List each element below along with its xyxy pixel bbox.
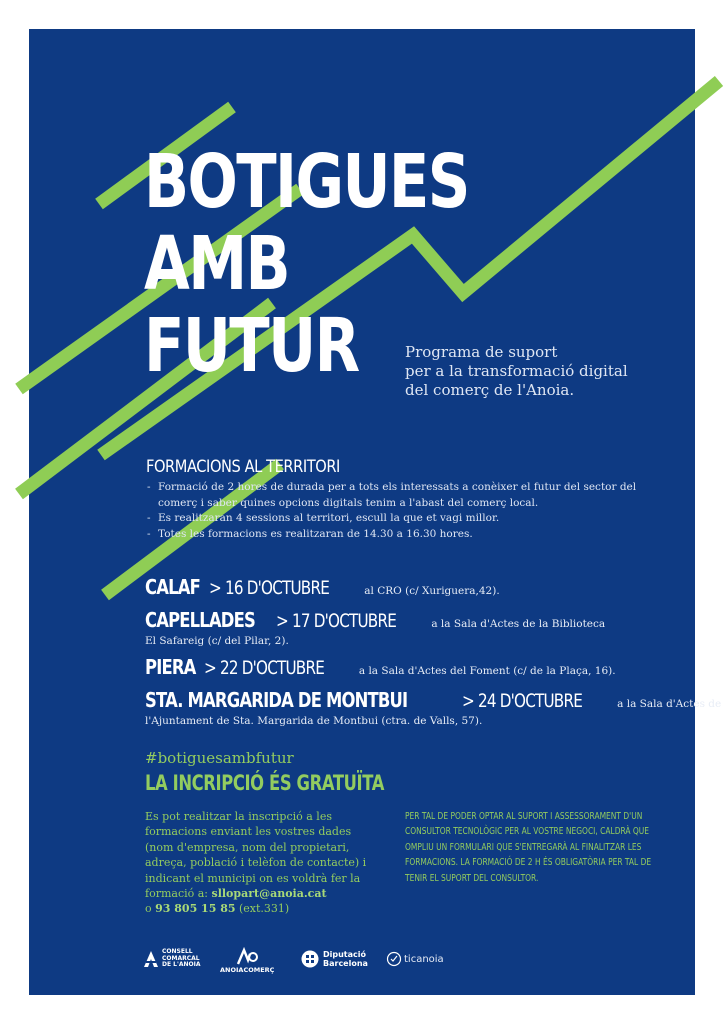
subtitle-line: per a la transformació digital <box>405 362 628 380</box>
phone-extension: (ext.331) <box>235 902 290 916</box>
session-place-continued: El Safareig (c/ del Pilar, 2). <box>145 635 289 647</box>
consultant-note-line: CONSULTOR TECNOLÒGIC PER AL VOSTRE NEGOCI, CALDRÀ QUE <box>405 826 650 838</box>
logo-text: Barcelona <box>323 959 368 968</box>
signup-instructions <box>145 809 385 917</box>
signup-line: formacions enviant les vostres dades <box>145 825 352 839</box>
consultant-note-line: OMPLIU UN FORMULARI QUE S'ENTREGARÀ AL FINALITZAR LES <box>405 841 642 853</box>
session-town: CAPELLADES <box>145 608 255 632</box>
bullet-item: - Totes les formacions es realitzaran de 14.30 a 16.30 hores. <box>146 527 646 543</box>
session-montbui <box>145 688 722 728</box>
session-town: STA. MARGARIDA DE MONTBUI <box>145 688 408 712</box>
phone-number[interactable]: 93 805 15 85 <box>155 902 236 916</box>
session-capellades <box>145 610 665 648</box>
session-place: al CRO (c/ Xuriguera,42). <box>364 585 500 597</box>
anoiacomerc-logo <box>220 944 274 974</box>
subtitle <box>405 343 628 400</box>
logo-text: ticanoia <box>404 953 444 965</box>
signup-line: Es pot realitzar la inscripció a les <box>145 810 332 823</box>
diputacio-barcelona-logo <box>301 944 368 974</box>
ticanoia-logo <box>386 944 444 974</box>
session-date: > 16 D'OCTUBRE <box>209 577 330 599</box>
session-place: a la Sala d'Actes de la Biblioteca <box>431 618 606 630</box>
logo-text: Diputació <box>323 950 367 959</box>
consell-comarcal-logo <box>143 944 200 974</box>
session-date: > 22 D'OCTUBRE <box>203 657 324 679</box>
bullet-item: - Formació de 2 hores de durada per a tots els interessats a conèixer el futur del sector del comerç i saber quines opcions digitals tenim a l'abast del comerç local. <box>146 480 646 511</box>
bullet-item: - Es realitzaran 4 sessions al territori, escull la que et vagi millor. <box>146 511 646 527</box>
consultant-note-line: PER TAL DE PODER OPTAR AL SUPORT I ASSESSORAMENT D'UN <box>405 811 643 822</box>
title-line: BOTIGUES <box>144 139 469 225</box>
logo-text: CONSELL <box>162 948 193 956</box>
diputacio-shield-icon <box>301 950 319 968</box>
signup-phone-line <box>145 901 385 916</box>
signup-email-line <box>145 886 385 901</box>
session-date: > 24 D'OCTUBRE <box>462 690 583 712</box>
free-registration-heading: LA INCRIPCIÓ ÉS GRATUÏTA <box>145 771 385 795</box>
signup-line: adreça, població i telèfon de contacte) i <box>145 856 367 870</box>
anoiacomerc-mark-icon <box>236 948 258 966</box>
session-town: CALAF <box>145 575 200 599</box>
hashtag: #botiguesambfutur <box>145 749 294 767</box>
signup-line: (nom d'empresa, nom del propietari, <box>145 840 350 854</box>
poster <box>29 29 722 995</box>
email-link[interactable]: sllopart@anoia.cat <box>211 887 327 901</box>
subtitle-line: del comerç de l'Anoia. <box>405 381 575 399</box>
session-town: PIERA <box>145 655 196 679</box>
consultant-note-line: FORMACIONS. LA FORMACIÓ DE 2 H ÉS OBLIGATÒRIA PER TAL DE <box>405 857 652 869</box>
email-prefix: formació a: <box>145 887 212 901</box>
consultant-note-line: TENIR EL SUPORT DEL CONSULTOR. <box>405 872 539 884</box>
phone-prefix: o <box>145 902 156 916</box>
consultant-note <box>405 809 685 886</box>
session-calaf <box>145 577 665 601</box>
logo-bar <box>143 944 683 976</box>
session-piera <box>145 657 665 681</box>
session-date: > 17 D'OCTUBRE <box>276 610 397 632</box>
subtitle-line: Programa de suport <box>405 343 558 361</box>
section-heading: FORMACIONS AL TERRITORI <box>146 457 340 477</box>
sessions-list <box>145 575 722 737</box>
signup-line: indicant el municipi on es voldrà fer la <box>145 871 361 885</box>
title-line: AMB <box>144 221 290 307</box>
session-place: a la Sala d'Actes de <box>617 698 722 710</box>
session-place: a la Sala d'Actes del Foment (c/ de la Plaça, 16). <box>358 665 616 677</box>
consell-mark-icon <box>143 950 159 968</box>
logo-text: DE L'ANOIA <box>162 961 201 969</box>
logo-text: ANOIACOMERÇ <box>220 966 275 974</box>
logo-text: COMARCAL <box>162 954 200 962</box>
title-line: FUTUR <box>144 303 359 389</box>
session-place-continued: l'Ajuntament de Sta. Margarida de Montbui (ctra. de Valls, 57). <box>145 715 483 727</box>
bullet-list <box>146 480 646 542</box>
ticanoia-mark-icon <box>386 951 402 967</box>
